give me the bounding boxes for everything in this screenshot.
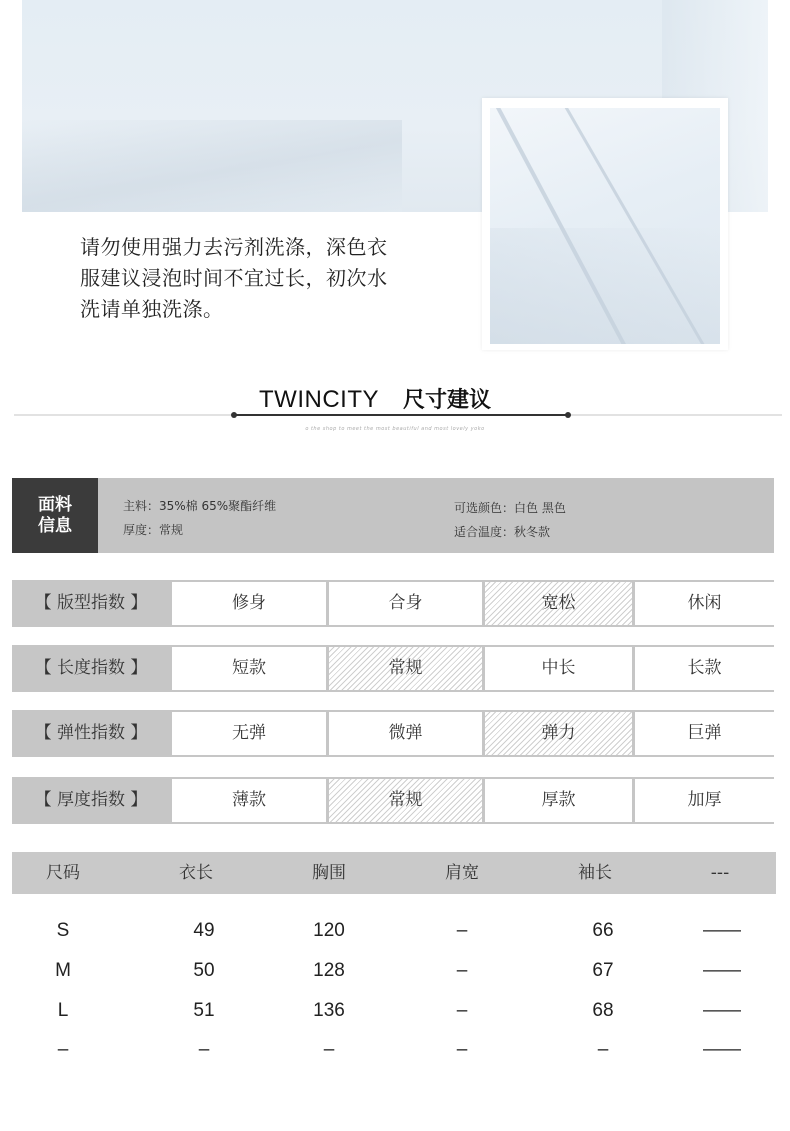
header-sleeve: 袖长 <box>578 863 612 883</box>
index-option: 长款 <box>635 647 774 690</box>
size-table-header <box>12 852 776 894</box>
table-cell: L <box>57 1000 69 1021</box>
care-line: 请勿使用强力去污剂洗涤，深色衣 <box>80 235 388 259</box>
material-info <box>12 478 774 553</box>
care-instructions <box>80 232 430 325</box>
header-chest: 胸围 <box>312 863 346 883</box>
divider-dot <box>565 412 571 418</box>
table-cell: – <box>57 1039 69 1060</box>
table-cell: 136 <box>313 1000 345 1021</box>
thickness-info: 厚度：常规 <box>123 523 184 537</box>
detail-photo <box>490 108 720 344</box>
index-row <box>12 580 774 627</box>
main-material: 主料：35%棉 65%聚酯纤维 <box>123 499 277 513</box>
table-cell: —— <box>703 920 741 941</box>
table-cell: – <box>198 1039 210 1060</box>
material-info-heading <box>12 478 98 553</box>
index-option: 休闲 <box>635 582 774 625</box>
table-cell: 120 <box>313 920 345 941</box>
table-cell: —— <box>703 1039 741 1060</box>
table-cell: M <box>55 960 71 981</box>
heading-line: 信息 <box>38 516 72 536</box>
divider-dot <box>231 412 237 418</box>
index-option: 中长 <box>485 647 632 690</box>
table-cell: 128 <box>313 960 345 981</box>
tagline: o the shop to meet the most beautiful and most lovely yoko <box>305 426 485 432</box>
index-option: 修身 <box>172 582 326 625</box>
index-option: 加厚 <box>635 779 774 822</box>
fabric-fold <box>22 120 402 212</box>
table-cell: 66 <box>592 920 614 941</box>
table-cell: 50 <box>193 960 215 981</box>
fabric-shade <box>490 228 720 344</box>
care-line: 服建议浸泡时间不宜过长，初次水 <box>80 266 388 290</box>
index-option: 微弹 <box>329 712 482 755</box>
divider-accent <box>233 414 569 416</box>
index-option: 薄款 <box>172 779 326 822</box>
table-cell: —— <box>703 960 741 981</box>
brand-name: TWINCITY <box>259 386 379 413</box>
temperature-info: 适合温度：秋冬款 <box>454 525 551 539</box>
table-cell: 68 <box>592 1000 614 1021</box>
heading-line: 面料 <box>38 495 72 515</box>
index-option-selected: 弹力 <box>485 712 632 755</box>
table-cell: —— <box>703 1000 741 1021</box>
index-row <box>12 645 774 692</box>
index-option: 厚款 <box>485 779 632 822</box>
table-cell: – <box>323 1039 335 1060</box>
table-cell: – <box>456 920 468 941</box>
index-label: 【 版型指数 】 <box>34 593 148 613</box>
care-line: 洗请单独洗涤。 <box>80 297 224 321</box>
index-option-selected: 常规 <box>329 647 482 690</box>
table-cell: 67 <box>592 960 614 981</box>
table-cell: – <box>597 1039 609 1060</box>
header-length: 衣长 <box>179 863 213 883</box>
table-cell: S <box>56 920 70 941</box>
table-cell: – <box>456 1039 468 1060</box>
index-option-selected: 宽松 <box>485 582 632 625</box>
index-label: 【 弹性指数 】 <box>34 723 148 743</box>
header-extra: --- <box>710 863 730 883</box>
header-shoulder: 肩宽 <box>445 863 479 883</box>
index-option: 短款 <box>172 647 326 690</box>
header-size: 尺码 <box>46 863 80 883</box>
table-cell: – <box>456 1000 468 1021</box>
index-option-selected: 常规 <box>329 779 482 822</box>
index-row <box>12 777 774 824</box>
index-label: 【 厚度指数 】 <box>34 790 148 810</box>
section-title <box>0 380 790 440</box>
table-cell: 49 <box>193 920 215 941</box>
index-option: 无弹 <box>172 712 326 755</box>
index-option: 巨弹 <box>635 712 774 755</box>
section-heading: 尺寸建议 <box>403 388 492 413</box>
table-cell: – <box>456 960 468 981</box>
index-label: 【 长度指数 】 <box>34 658 148 678</box>
index-row <box>12 710 774 757</box>
index-option: 合身 <box>329 582 482 625</box>
table-cell: 51 <box>193 1000 215 1021</box>
color-options: 可选颜色：白色 黑色 <box>454 501 566 515</box>
